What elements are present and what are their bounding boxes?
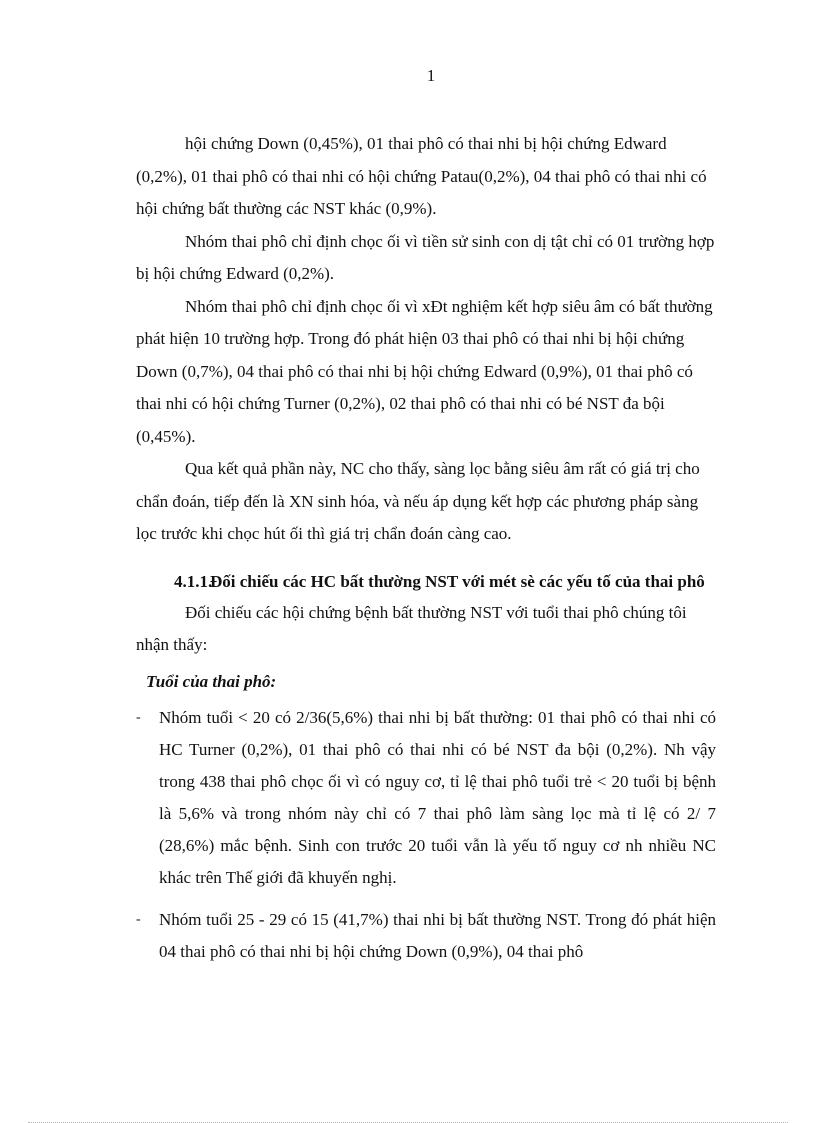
section-title: Đối chiếu các HC bất thường NST với mét sè các yếu tố của thai phô bbox=[210, 571, 705, 591]
list-item bbox=[136, 702, 716, 894]
subheading-maternal-age: Tuổi của thai phô: bbox=[146, 671, 277, 691]
list-item-text: Nhóm tuổi 25 - 29 có 15 (41,7%) thai nhi bị bất thường NST. Trong đó phát hiện 04 thai phô có thai nhi bị hội chứng Down (0,9%), 04 thai phô bbox=[159, 909, 716, 961]
list-item-text: Nhóm tuổi < 20 có 2/36(5,6%) thai nhi bị bất thường: 01 thai phô có thai nhi có HC Turner (0,2%), 01 thai phô có thai nhi có bé NST đa bội (0,2%). Nh vậy trong 438 thai phô chọc ối vì có nguy cơ, tỉ lệ thai phô tuổi trẻ < 20 tuổi bị bệnh là 5,6% và trong nhóm này chỉ có 7 thai phô làm sàng lọc mà tỉ lệ có 2/ 7 (28,6%) mắc bệnh. Sinh con trước 20 tuổi vẫn là yếu tố nguy cơ nh nhiều NC khác trên Thế giới đã khuyến nghị. bbox=[159, 707, 716, 887]
document-body bbox=[136, 128, 716, 968]
section-intro: Đối chiếu các hội chứng bệnh bất thường NST với tuổi thai phô chúng tôi nhận thấy: bbox=[136, 602, 687, 654]
section-number: 4.1.1. bbox=[174, 571, 213, 591]
bullet-mark: - bbox=[136, 911, 141, 927]
bullet-mark: - bbox=[136, 709, 141, 725]
paragraph-ultrasound-group: Nhóm thai phô chỉ định chọc ối vì xÐt nghiệm kết hợp siêu âm có bất thường phát hiện 10 trường hợp. Trong đó phát hiện 03 thai phô có thai nhi bị hội chứng Down (0,7%), 04 thai phô có thai nhi bị hội chứng Edward (0,9%), 01 thai phô có thai nhi có hội chứng Turner (0,2%), 02 thai phô có thai nhi có bé NST đa bội (0,45%). bbox=[136, 296, 713, 446]
paragraph-history-group: Nhóm thai phô chỉ định chọc ối vì tiền sử sinh con dị tật chỉ có 01 trường hợp bị hội chứng Edward (0,2%). bbox=[136, 231, 715, 283]
list-item bbox=[136, 904, 716, 968]
page-number: 1 bbox=[426, 66, 436, 85]
paragraph-continuation: hội chứng Down (0,45%), 01 thai phô có thai nhi bị hội chứng Edward (0,2%), 01 thai phô có thai nhi có hội chứng Patau(0,2%), 04 thai phô có thai nhi có hội chứng bất thường các NST khác (0,9%). bbox=[136, 134, 707, 218]
section-heading bbox=[136, 567, 716, 597]
paragraph-conclusion: Qua kết quả phần này, NC cho thấy, sàng lọc bằng siêu âm rất có giá trị cho chẩn đoán, tiếp đến là XN sinh hóa, và nếu áp dụng kết hợp các phương pháp sàng lọc trước khi chọc hút ối thì giá trị chẩn đoán càng cao. bbox=[136, 459, 700, 543]
